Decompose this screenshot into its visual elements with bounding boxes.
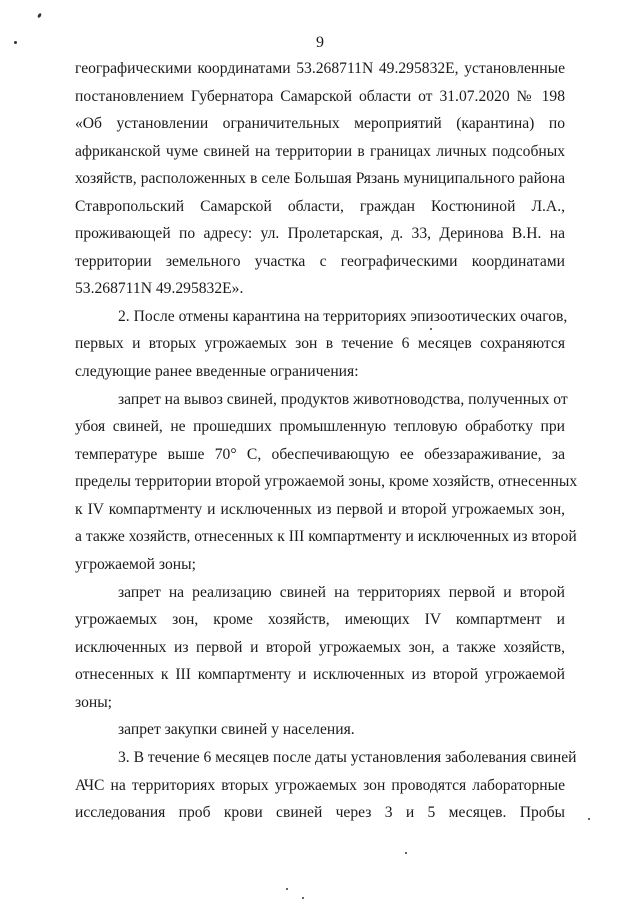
text-line: запрет на реализацию свиней на территориях первой и второй bbox=[118, 584, 565, 601]
text-line: запрет на вывоз свиней, продуктов животноводства, полученных от bbox=[118, 391, 568, 408]
text-line: к IV компартменту и исключенных из первой и второй угрожаемых зон, bbox=[75, 501, 565, 518]
text-line: зоны; bbox=[75, 694, 113, 711]
text-line: проживающей по адресу: ул. Пролетарская, д. 33, Деринова В.Н. на bbox=[75, 225, 565, 242]
text-line: 53.268711N 49.295832E». bbox=[75, 280, 244, 297]
text-line: АЧС на территориях вторых угрожаемых зон проводятся лабораторные bbox=[75, 777, 565, 794]
text-line: постановлением Губернатора Самарской области от 31.07.2020 № 198 bbox=[75, 88, 565, 105]
text-line: температуре выше 70° С, обеспечивающую ее обеззараживание, за bbox=[75, 446, 565, 463]
text-line: убоя свиней, не прошедших промышленную тепловую обработку при bbox=[75, 418, 565, 435]
scan-speck bbox=[405, 852, 407, 854]
page-number: 9 bbox=[316, 34, 324, 51]
text-line: 2. После отмены карантина на территориях эпизоотических очагов, bbox=[118, 308, 568, 325]
text-line: отнесенных к III компартменту и исключенных из второй угрожаемой bbox=[75, 666, 565, 683]
text-line: первых и вторых угрожаемых зон в течение 6 месяцев сохраняются bbox=[75, 335, 565, 352]
text-line: хозяйств, расположенных в селе Большая Рязань муниципального района bbox=[75, 170, 565, 187]
text-line: следующие ранее введенные ограничения: bbox=[75, 363, 359, 380]
scan-speck bbox=[14, 41, 17, 44]
text-line: исключенных из первой и второй угрожаемых зон, а также хозяйств, bbox=[75, 639, 565, 656]
text-line: запрет закупки свиней у населения. bbox=[118, 721, 355, 738]
text-line: пределы территории второй угрожаемой зоны, кроме хозяйств, отнесенных bbox=[75, 473, 578, 490]
text-line: 3. В течение 6 месяцев после даты установления заболевания свиней bbox=[118, 749, 577, 766]
text-line: африканской чуме свиней на территории в границах личных подсобных bbox=[75, 143, 565, 160]
text-line: географическими координатами 53.268711N 49.295832E, установленные bbox=[75, 60, 565, 77]
text-line: исследования проб крови свиней через 3 и 5 месяцев. Пробы bbox=[75, 804, 565, 821]
scan-speck bbox=[430, 328, 432, 330]
text-line: Ставропольский Самарской области, граждан Костюниной Л.А., bbox=[75, 198, 565, 215]
text-line: «Об установлении ограничительных мероприятий (карантина) по bbox=[75, 115, 565, 132]
scan-speck bbox=[37, 13, 42, 19]
text-line: территории земельного участка с географическими координатами bbox=[75, 253, 565, 270]
scan-speck bbox=[286, 888, 288, 890]
scan-speck bbox=[302, 897, 304, 899]
text-line: угрожаемой зоны; bbox=[75, 556, 196, 573]
scan-speck bbox=[588, 818, 590, 820]
text-line: а также хозяйств, отнесенных к III компартменту и исключенных из второй bbox=[75, 528, 577, 545]
text-line: угрожаемых зон, кроме хозяйств, имеющих IV компартмент и bbox=[75, 611, 565, 628]
